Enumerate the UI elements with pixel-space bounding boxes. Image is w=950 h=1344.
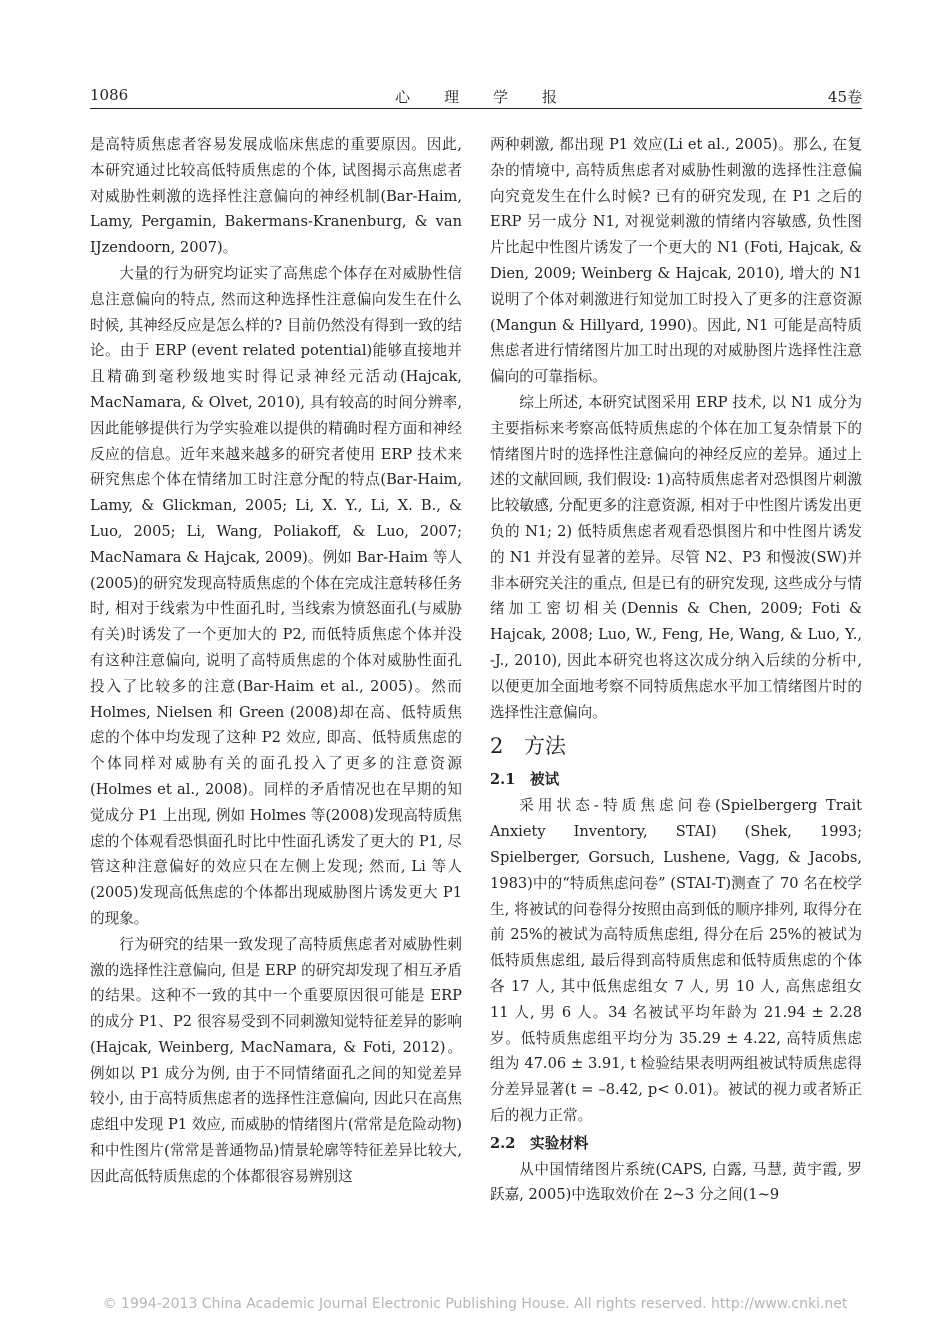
- journal-title: 心理学报: [394, 88, 591, 106]
- body-paragraph: 大量的行为研究均证实了高焦虑个体存在对威胁性信息注意偏向的特点, 然而这种选择性注意偏向发生在什么时候, 其神经反应是怎么样的? 目前仍然没有得到一致的结论。由于 ERP (event related potential)能够直接地并且精确到毫秒级地实时得记录神经元活动(Hajcak, MacNamara, & Olvet, 2010), 具有较高的时间分辨率, 因此能够提供行为学实验难以提供的精确时程方面和神经反应的信息。近年来越来越多的研究者使用 ERP 技术来研究焦虑个体在情绪加工时注意分配的特点(Bar-Haim, Lamy, & Glickman, 2005; Li, X. Y., Li, X. B., & Luo, 2005; Li, Wang, Poliakoff, & Luo, 2007; MacNamara & Hajcak, 2009)。例如 Bar-Haim 等人(2005)的研究发现高特质焦虑的个体在完成注意转移任务时, 相对于线索为中性面孔时, 当线索为愤怒面孔(与威胁有关)时诱发了一个更加大的 P2, 而低特质焦虑个体并没有这种注意偏向, 说明了高特质焦虑的个体对威胁性面孔投入了比较多的注意(Bar-Haim et al., 2005)。然而 Holmes, Nielsen 和 Green (2008)却在高、低特质焦虑的个体中均发现了这种 P2 效应, 即高、低特质焦虑的个体同样对威胁有关的面孔投入了更多的注意资源(Holmes et al., 2008)。同样的矛盾情况也在早期的知觉成分 P1 上出现, 例如 Holmes 等(2008)发现高特质焦虑的个体观看恐惧面孔时比中性面孔诱发了更大的 P1, 尽管这种注意偏好的效应只在左侧上发现; 然而, Li 等人(2005)发现高低焦虑的个体都出现威胁图片诱发更大 P1 的现象。: [90, 264, 462, 927]
- copyright-footer: © 1994-2013 China Academic Journal Electronic Publishing House. All rights reserved. http://www.cnki.net: [102, 1296, 848, 1312]
- body-paragraph: 行为研究的结果一致发现了高特质焦虑者对威胁性刺激的选择性注意偏向, 但是 ERP 的研究却发现了相互矛盾的结果。这种不一致的其中一个重要原因很可能是 ERP 的成分 P1、P2 很容易受到不同刺激知觉特征差异的影响(Hajcak, Weinberg, MacNamara, & Foti, 2012)。例如以 P1 成分为例, 由于不同情绪面孔之间的知觉差异较小, 由于高特质焦虑者的选择性注意偏向, 因此只在高焦虑组中发现 P1 效应, 而威胁的情绪图片(常常是危险动物)和中性图片(常常是普通物品)情景轮廓等特征差异比较大, 因此高低特质焦虑的个体都很容易辨别这: [90, 935, 462, 1185]
- body-paragraph: 是高特质焦虑者容易发展成临床焦虑的重要原因。因此, 本研究通过比较高低特质焦虑的个体, 试图揭示高焦虑者对威胁性刺激的选择性注意偏向的神经机制(Bar-Haim, Lamy, Pergamin, Bakermans-Kranenburg, & van IJzendoorn, 2007)。: [90, 136, 462, 257]
- running-header: [90, 86, 862, 109]
- body-paragraph: 综上所述, 本研究试图采用 ERP 技术, 以 N1 成分为主要指标来考察高低特质焦虑的个体在加工复杂情景下的情绪图片时的选择性注意偏向的神经反应的差异。通过上述的文献回顾, 我们假设: 1)高特质焦虑者对恐惧图片刺激比较敏感, 分配更多的注意资源, 相对于中性图片诱发出更负的 N1; 2) 低特质焦虑者观看恐惧图片和中性图片诱发的 N1 并没有显著的差异。尽管 N2、P3 和慢波(SW)并非本研究关注的重点, 但是已有的研究发现, 这些成分与情绪加工密切相关(Dennis & Chen, 2009; Foti & Hajcak, 2008; Luo, W., Feng, He, Wang, & Luo, Y., -J., 2010), 因此本研究也将这次成分纳入后续的分析中, 以便更加全面地考察不同特质焦虑水平加工情绪图片时的选择性注意偏向。: [490, 393, 862, 721]
- section-title: 方法: [524, 734, 566, 759]
- subsection-number: 2.1: [490, 771, 516, 789]
- section-heading: [490, 729, 862, 763]
- page-number: 1086: [90, 86, 129, 104]
- subsection-title: 被试: [530, 771, 560, 789]
- subsection-heading: [490, 767, 862, 793]
- body-paragraph: 两种刺激, 都出现 P1 效应(Li et al., 2005)。那么, 在复杂的情境中, 高特质焦虑者对威胁性刺激的选择性注意偏向究竟发生在什么时候? 已有的研究发现, 在 P1 之后的 ERP 另一成分 N1, 对视觉刺激的情绪内容敏感, 负性图片比起中性图片诱发了一个更大的 N1 (Foti, Hajcak, & Dien, 2009; Weinberg & Hajcak, 2010), 增大的 N1 说明了个体对刺激进行知觉加工时投入了更多的注意资源(Mangun & Hillyard, 1990)。因此, N1 可能是高特质焦虑者进行情绪图片加工时出现的对威胁图片选择性注意偏向的可靠指标。: [490, 136, 862, 386]
- right-column: [490, 132, 862, 1208]
- subsection-title: 实验材料: [530, 1134, 589, 1152]
- left-column: [90, 132, 462, 1190]
- section-number: 2: [490, 734, 504, 759]
- subsection-heading: [490, 1131, 862, 1157]
- subsection-number: 2.2: [490, 1134, 516, 1152]
- volume-label: 45卷: [827, 88, 862, 106]
- body-paragraph: 采用状态-特质焦虑问卷(Spielbergerg Trait Anxiety Inventory, STAI) (Shek, 1993; Spielberger, Gorsuch, Lushene, Vagg, & Jacobs, 1983)中的“特质焦虑问卷” (STAI-T)测查了 70 名在校学生, 将被试的问卷得分按照由高到低的顺序排列, 取得分在前 25%的被试为高特质焦虑组, 得分在后 25%的被试为低特质焦虑组, 最后得到高特质焦虑和低特质焦虑的个体各 17 人, 其中低焦虑组女 7 人, 男 10 人, 高焦虑组女 11 人, 男 6 人。34 名被试平均年龄为 21.94 ± 2.28 岁。低特质焦虑组平均分为 35.29 ± 4.22, 高特质焦虑组为 47.06 ± 3.91, t 检验结果表明两组被试特质焦虑得分差异显著(t = –8.42, p< 0.01)。被试的视力或者矫正后的视力正常。: [490, 797, 862, 1124]
- body-paragraph: 从中国情绪图片系统(CAPS, 白露, 马慧, 黄宇霞, 罗跃嘉, 2005)中选取效价在 2~3 分之间(1~9: [490, 1160, 862, 1204]
